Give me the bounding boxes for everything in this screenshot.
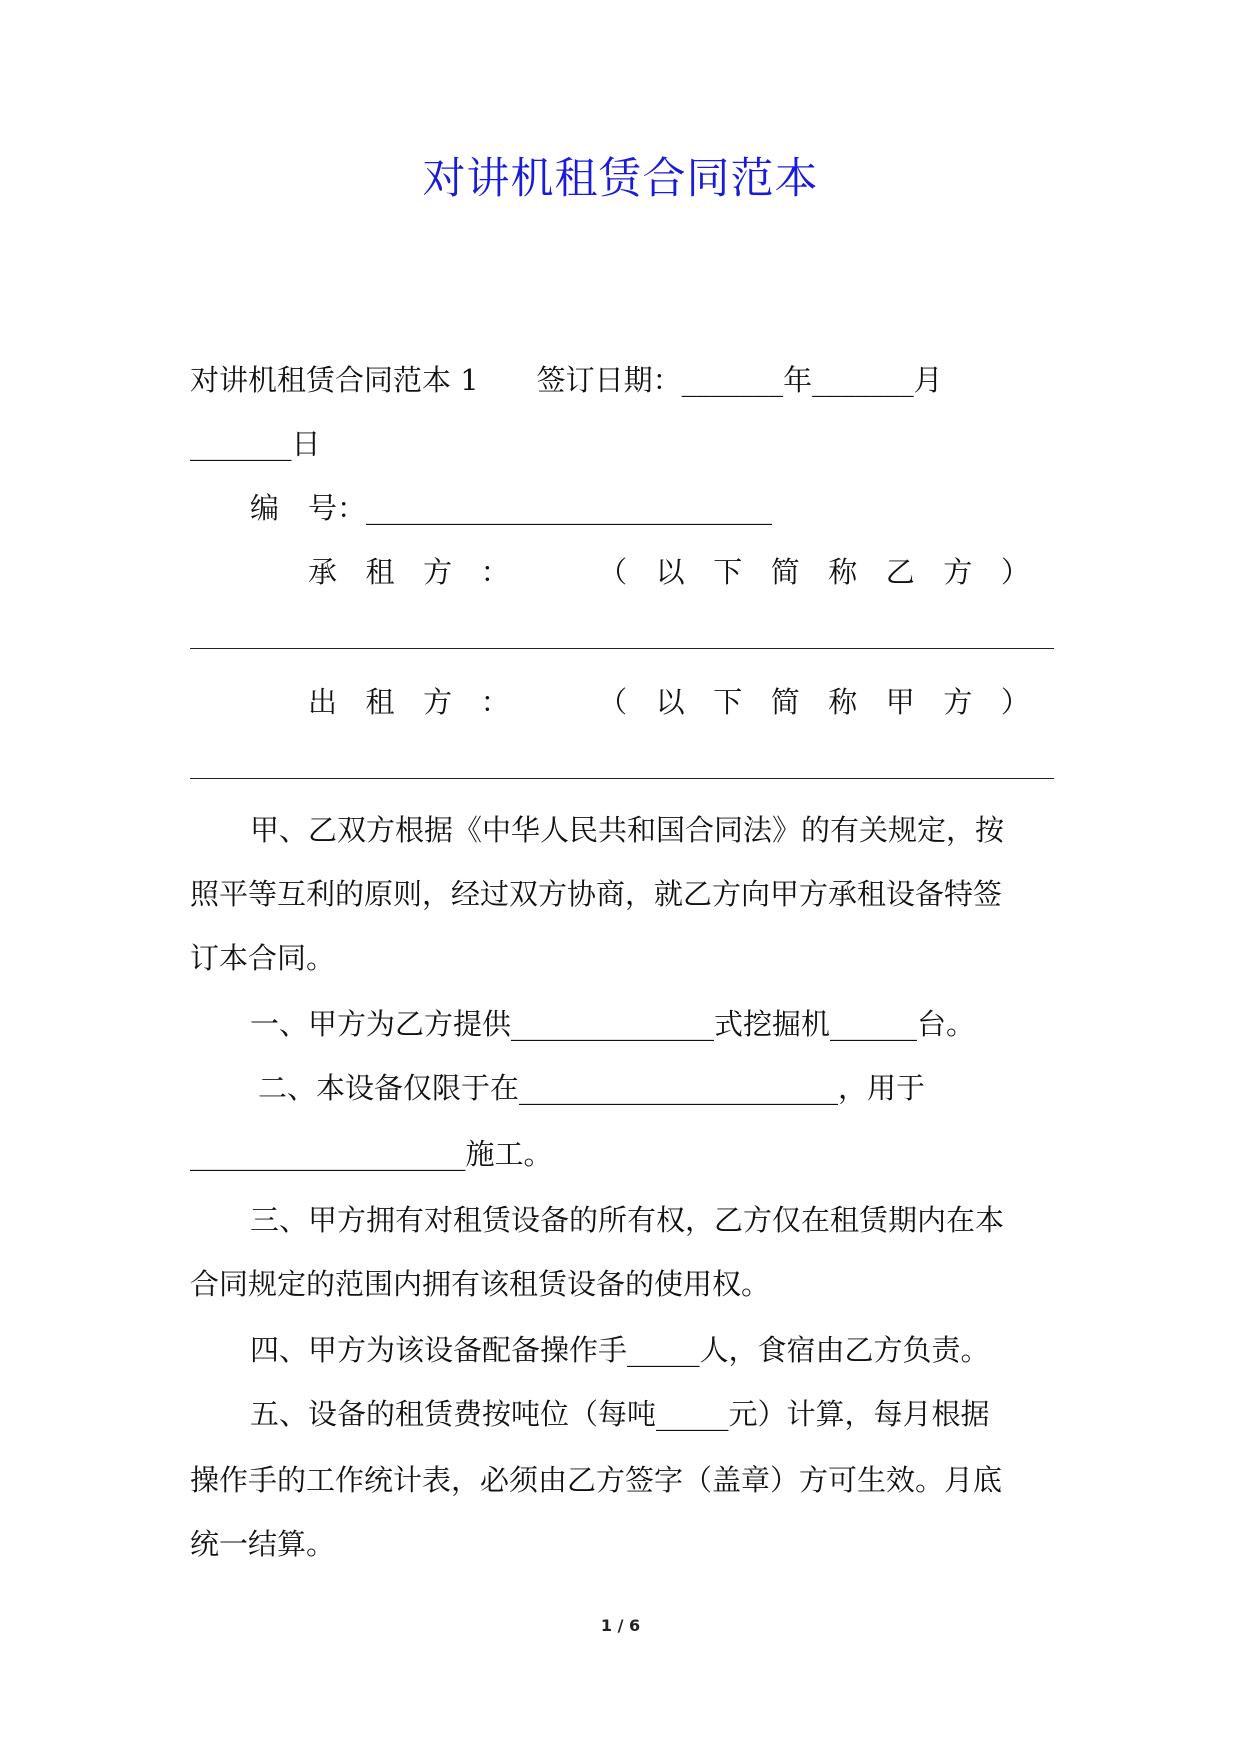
lessor-char: 方 xyxy=(943,685,973,719)
lessor-char: ： xyxy=(480,685,510,719)
lessee-char: 下 xyxy=(713,555,743,589)
lessee-char: （ xyxy=(598,555,628,589)
signing-date-day-line: _______日 xyxy=(190,427,321,461)
clause-2-line-1: 二、本设备仅限于在______________________，用于 xyxy=(258,1071,926,1105)
lessor-line xyxy=(308,682,1030,722)
clause-5-line-2: 操作手的工作统计表，必须由乙方签字（盖章）方可生效。月底 xyxy=(190,1463,1003,1497)
lessor-char: 出 xyxy=(308,685,338,719)
clause-3-line-1: 三、甲方拥有对租赁设备的所有权，乙方仅在租赁期内在本 xyxy=(250,1203,1005,1237)
lessor-char: 下 xyxy=(713,685,743,719)
clause-5-line-3: 统一结算。 xyxy=(190,1527,336,1561)
lessor-char: ） xyxy=(1000,685,1030,719)
contract-number-line: 编 号：____________________________ xyxy=(250,491,773,525)
lessee-char: 乙 xyxy=(885,555,915,589)
document-title: 对讲机租赁合同范本 xyxy=(422,154,819,204)
lessee-char: 租 xyxy=(365,555,395,589)
contract-header-line: 对讲机租赁合同范本 1 签订日期：_______年_______月 xyxy=(190,363,943,397)
lessor-char: 简 xyxy=(770,685,800,719)
lessee-char: ： xyxy=(480,555,510,589)
lessor-char: 称 xyxy=(828,685,858,719)
preamble-line-2: 照平等互利的原则，经过双方协商，就乙方向甲方承租设备特签 xyxy=(190,877,1003,911)
lessee-char: 承 xyxy=(308,555,338,589)
lessee-char: 称 xyxy=(828,555,858,589)
clause-5-line-1: 五、设备的租赁费按吨位（每吨_____元）计算，每月根据 xyxy=(250,1397,990,1431)
page-number: 1 / 6 xyxy=(600,1616,641,1635)
clause-2-line-2: ___________________施工。 xyxy=(190,1137,553,1171)
lessee-char: 方 xyxy=(943,555,973,589)
clause-3-line-2: 合同规定的范围内拥有该租赁设备的使用权。 xyxy=(190,1267,771,1301)
preamble-line-3: 订本合同。 xyxy=(190,941,336,975)
lessor-char: 租 xyxy=(365,685,395,719)
lessor-fill-line xyxy=(190,778,1054,779)
lessee-char: 简 xyxy=(770,555,800,589)
lessee-char: 以 xyxy=(655,555,685,589)
lessor-char: 方 xyxy=(423,685,453,719)
preamble-line-1: 甲、乙双方根据《中华人民共和国合同法》的有关规定，按 xyxy=(250,813,1005,847)
lessee-char: ） xyxy=(1000,555,1030,589)
lessor-char: 甲 xyxy=(885,685,915,719)
lessor-char: 以 xyxy=(655,685,685,719)
clause-4-line: 四、甲方为该设备配备操作手_____人，食宿由乙方负责。 xyxy=(250,1333,990,1367)
lessee-fill-line xyxy=(190,648,1054,649)
lessee-line xyxy=(308,552,1030,592)
lessor-char: （ xyxy=(598,685,628,719)
clause-1-line: 一、甲方为乙方提供______________式挖掘机______台。 xyxy=(250,1007,976,1041)
lessee-char: 方 xyxy=(423,555,453,589)
